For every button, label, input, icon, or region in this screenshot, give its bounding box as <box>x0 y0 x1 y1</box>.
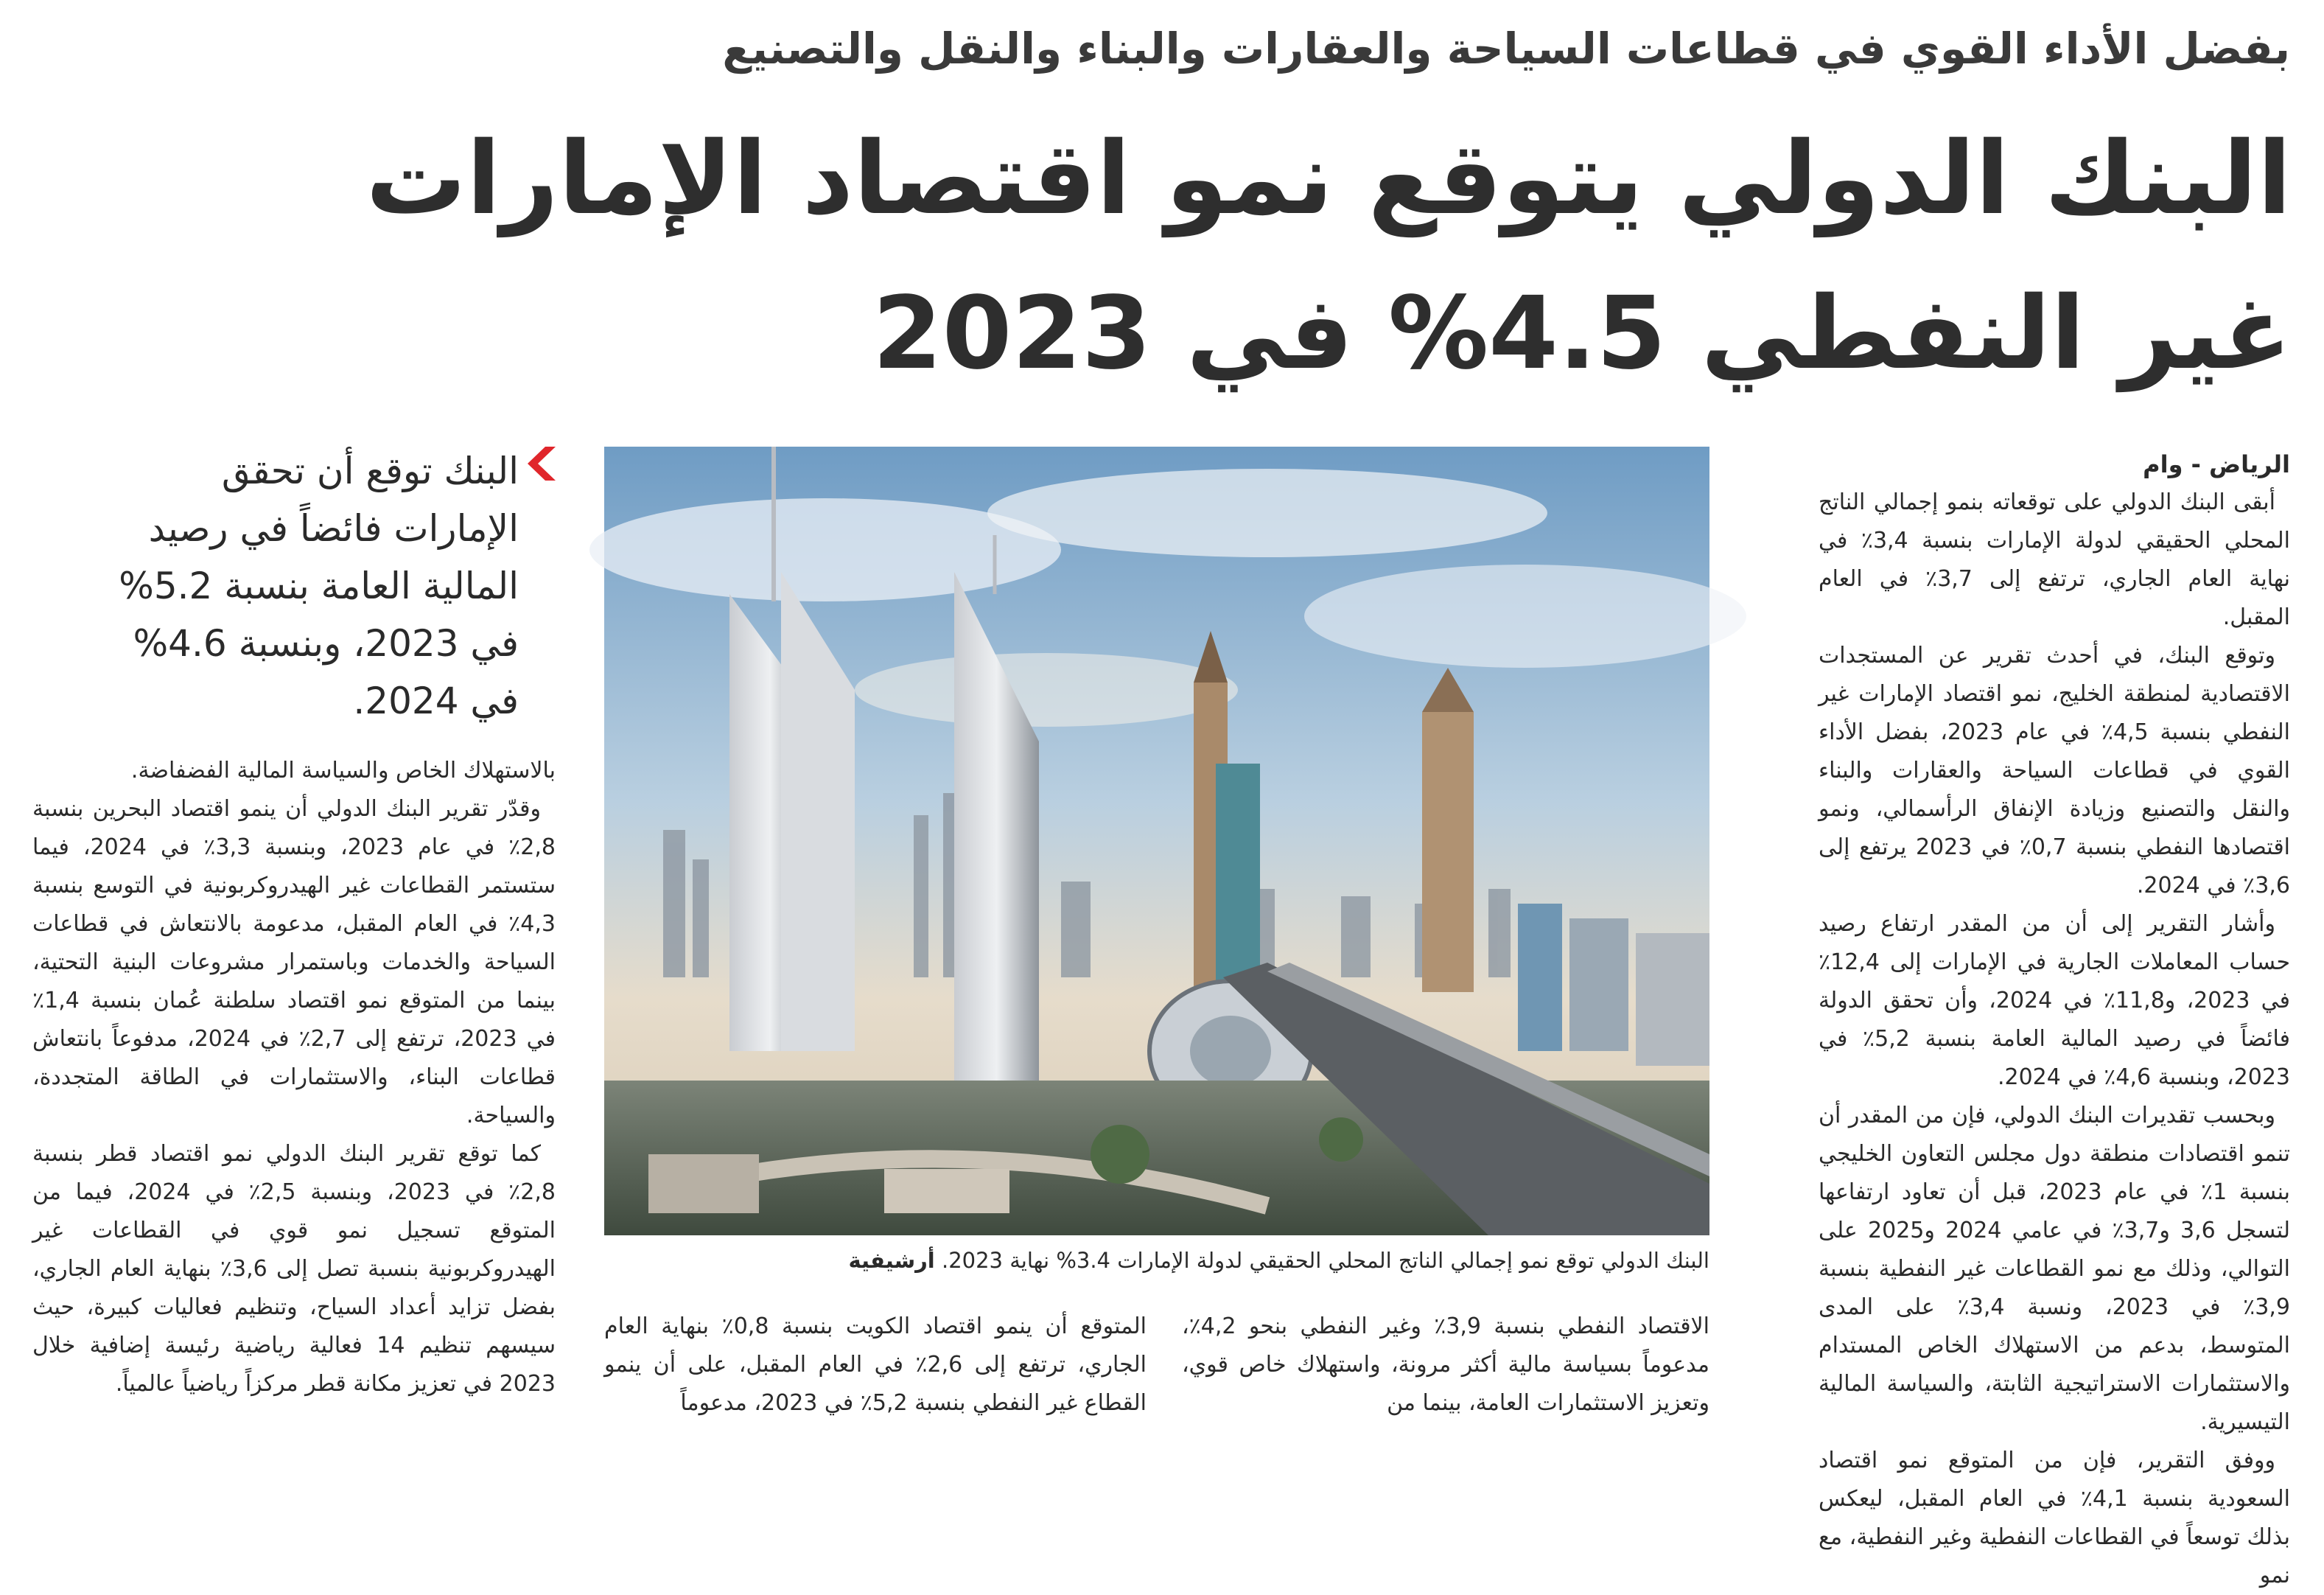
dubai-skyline-photo <box>604 447 1709 1235</box>
pullquote-line: البنك توقع أن تحقق <box>221 450 519 492</box>
headline-line-1: البنك الدولي يتوقع نمو اقتصاد الإمارات <box>365 121 2292 237</box>
paragraph: ووفق التقرير، فإن من المتوقع نمو اقتصاد السعودية بنسبة 4,1٪ في العام المقبل، ليعكس بذلك توسعاً في القطاعات النفطية وغير النفطية، مع نمو <box>1819 1448 2290 1588</box>
headline <box>81 102 2292 411</box>
article-column-bottom-right <box>1182 1308 1709 1423</box>
paragraph: وأشار التقرير إلى أن من المقدر ارتفاع رصيد حساب المعاملات الجارية في الإمارات إلى 12,4٪ في 2023، و11,8٪ في 2024، وأن تحقق الدولة فائضاً في رصيد المالية العامة بنسبة 5,2٪ في 2023، وبنسبة 4,6٪ في 2024. <box>1819 911 2291 1090</box>
kicker-subheadline: بفضل الأداء القوي في قطاعات السياحة والعقارات والبناء والنقل والتصنيع <box>722 24 2290 74</box>
pullquote-line: في 2024. <box>353 680 519 722</box>
photo-caption <box>604 1244 1709 1277</box>
pullquote-line: المالية العامة بنسبة 5.2% <box>119 565 519 607</box>
paragraph: بالاستهلاك الخاص والسياسة المالية الفضفاضة. <box>130 758 556 783</box>
pullquote <box>32 442 519 730</box>
dateline <box>1819 445 2290 484</box>
article-column-right <box>1819 445 2290 1595</box>
paragraph: وتوقع البنك، في أحدث تقرير عن المستجدات الاقتصادية لمنطقة الخليج، نمو اقتصاد الإمارات غير النفطي بنسبة 4,5٪ في عام 2023، بفضل الأداء القوي في قطاعات السياحة والعقارات والبناء والنقل والتصنيع وزيادة الإنفاق الرأسمالي، ونمو اقتصادها النفطي بنسبة 0,7٪ في 2023 يرتفع إلى 3,6٪ في 2024. <box>1819 643 2290 898</box>
dateline-city: الرياض - <box>2183 450 2290 478</box>
paragraph: المتوقع أن ينمو اقتصاد الكويت بنسبة 0,8٪ بنهاية العام الجاري، ترتفع إلى 2,6٪ في العام المقبل، على أن ينمو القطاع غير النفطي بنسبة 5,2٪ في 2023، مدعوماً <box>604 1313 1147 1416</box>
photo-credit: أرشيفية <box>848 1248 935 1273</box>
paragraph: كما توقع تقرير البنك الدولي نمو اقتصاد قطر بنسبة 2,8٪ في 2023، وبنسبة 2,5٪ في 2024، فيما من المتوقع تسجيل نمو قوي في القطاعات غير الهيدروكربونية بنسبة تصل إلى 3,6٪ بنهاية العام الجاري، بفضل تزايد أعداد السياح، وتنظيم فعاليات كبيرة، حيث سيسهم تنظيم 14 فعالية رياضية رئيسة إضافية خلال 2023 في تعزيز مكانة قطر مركزاً رياضياً عالمياً. <box>32 1141 556 1397</box>
caption-text: البنك الدولي توقع نمو إجمالي الناتج المحلي الحقيقي لدولة الإمارات 3.4% نهاية 2023. <box>941 1248 1709 1273</box>
paragraph: وقدّر تقرير البنك الدولي أن ينمو اقتصاد البحرين بنسبة 2,8٪ في عام 2023، وبنسبة 3,3٪ في 2024، فيما ستستمر القطاعات غير الهيدروكربونية في التوسع بنسبة 4,3٪ في العام المقبل، مدعومة بالانتعاش في قطاعات السياحة والخدمات وباستمرار مشروعات البنية التحتية، بينما من المتوقع نمو اقتصاد سلطنة عُمان بنسبة 1,4٪ في 2023، ترتفع إلى 2,7٪ في 2024، مدفوعاً بانتعاش قطاعات البناء، والاستثمارات في الطاقة المتجددة، والسياحة. <box>32 796 556 1128</box>
headline-line-2: غير النفطي 4.5% في 2023 <box>872 276 2292 392</box>
pullquote-line: الإمارات فائضاً في رصيد <box>148 507 519 550</box>
article-column-left <box>32 752 556 1403</box>
pullquote-chevron-icon <box>528 447 556 481</box>
skyline-illustration <box>604 447 1709 1235</box>
article-column-bottom-left <box>604 1308 1147 1423</box>
paragraph: الاقتصاد النفطي بنسبة 3,9٪ وغير النفطي بنحو 4,2٪، مدعوماً بسياسة مالية أكثر مرونة، واستهلاك خاص قوي، وتعزيز الاستثمارات العامة، بينما من <box>1182 1313 1709 1416</box>
paragraph: أبقى البنك الدولي على توقعاته بنمو إجمالي الناتج المحلي الحقيقي لدولة الإمارات بنسبة 3,4٪ في نهاية العام الجاري، ترتفع إلى 3,7٪ في العام المقبل. <box>1819 489 2291 630</box>
paragraph: وبحسب تقديرات البنك الدولي، فإن من المقدر أن تنمو اقتصادات منطقة دول مجلس التعاون الخليجي بنسبة 1٪ في عام 2023، قبل أن تعاود ارتفاعها لتسجل 3,6 و3,7٪ في عامي 2024 و2025 على التوالي، وذلك مع نمو القطاعات غير النفطية بنسبة 3,9٪ في 2023، ونسبة 3,4٪ على المدى المتوسط، بدعم من الاستهلاك الخاص المستدام والاستثمارات الاستراتيجية الثابتة، والسياسة المالية التيسيرية. <box>1819 1103 2291 1435</box>
dateline-agency: وام <box>2143 450 2183 478</box>
pullquote-line: في 2023، وبنسبة 4.6% <box>133 622 519 665</box>
